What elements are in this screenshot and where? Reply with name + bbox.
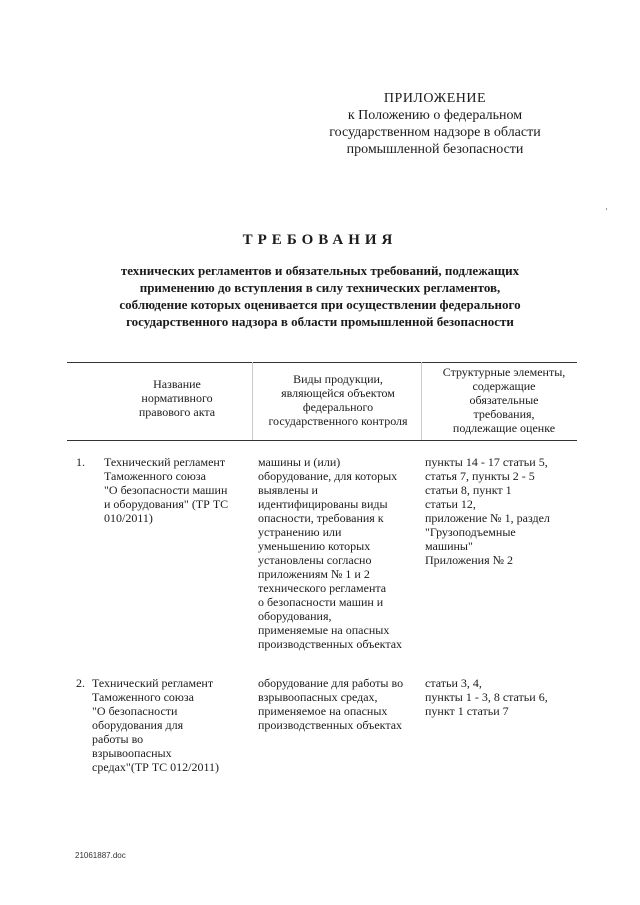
cell-line: оборудование для работы во [258, 676, 404, 690]
appendix-title: ПРИЛОЖЕНИЕ [383, 91, 487, 106]
header-line: содержащие [472, 379, 536, 393]
cell-line: оборудования для [92, 718, 184, 732]
cell-line: производственных объектах [258, 637, 403, 651]
cell-line: устранению или [258, 525, 342, 539]
cell-line: установлены согласно [258, 553, 372, 567]
cell-line: 010/2011) [104, 511, 153, 525]
appendix-line: к Положению о федеральном [347, 108, 523, 123]
header-line: федерального [302, 400, 374, 414]
cell-line: машины и (или) [258, 455, 341, 469]
subtitle-line: соблюдение которых оценивается при осуществлении федерального [119, 297, 521, 312]
subtitle-line: государственного надзора в области промышленной безопасности [126, 314, 514, 329]
cell-line: производственных объектах [258, 718, 403, 732]
cell-line: оборудование, для которых [258, 469, 398, 483]
cell-line: и оборудования" (ТР ТС [104, 497, 229, 511]
document-title: ТРЕБОВАНИЯ [242, 232, 398, 248]
cell-line: средах"(ТР ТС 012/2011) [92, 760, 220, 774]
cell-line: Технический регламент [92, 676, 214, 690]
header-line: нормативного [141, 391, 213, 405]
header-line: государственного контроля [268, 414, 408, 428]
header-products [255, 372, 421, 428]
cell-line: уменьшению которых [258, 539, 371, 553]
header-line: Название [153, 377, 201, 391]
cell-line: "О безопасности машин [104, 483, 228, 497]
row-elements [425, 455, 550, 567]
appendix-block [300, 90, 570, 158]
row-act [104, 455, 228, 525]
row-products [258, 455, 402, 651]
cell-line: приложениям № 1 и 2 [258, 567, 370, 581]
header-act-name [102, 377, 252, 419]
cell-line: статьи 12, [425, 497, 476, 511]
cell-line: взрывоопасных средах, [258, 690, 378, 704]
cell-line: применяемое на опасных [258, 704, 388, 718]
appendix-line: государственном надзоре в области [329, 125, 541, 140]
scan-speck [606, 208, 607, 210]
cell-line: взрывоопасных [92, 746, 172, 760]
row-act [92, 676, 219, 774]
cell-line: пункт 1 статьи 7 [425, 704, 509, 718]
header-line: подлежащие оценке [452, 421, 556, 435]
cell-line: приложение № 1, раздел [425, 511, 550, 525]
table-top-rule [67, 362, 577, 363]
header-line: требования, [473, 407, 535, 421]
cell-line: статьи 3, 4, [425, 676, 482, 690]
table-header-rule [67, 440, 577, 441]
cell-line: о безопасности машин и [258, 595, 384, 609]
header-line: правового акта [138, 405, 216, 419]
row-number: 1. [76, 455, 85, 469]
cell-line: пункты 1 - 3, 8 статьи 6, [425, 690, 548, 704]
cell-line: Приложения № 2 [425, 553, 514, 567]
cell-line: идентифицированы виды [258, 497, 388, 511]
row-products [258, 676, 403, 732]
document-subtitle [40, 262, 600, 330]
cell-line: "О безопасности [92, 704, 178, 718]
subtitle-line: технических регламентов и обязательных требований, подлежащих [120, 263, 520, 278]
cell-line: технического регламента [258, 581, 387, 595]
column-divider [421, 362, 422, 440]
cell-line: статьи 8, пункт 1 [425, 483, 512, 497]
cell-line: оборудования, [258, 609, 332, 623]
header-line: Виды продукции, [293, 372, 383, 386]
cell-line: выявлены и [258, 483, 318, 497]
cell-line: машины" [425, 539, 473, 553]
row-number: 2. [76, 676, 85, 690]
cell-line: опасности, требования к [258, 511, 384, 525]
cell-line: статья 7, пункты 2 - 5 [425, 469, 535, 483]
cell-line: Технический регламент [104, 455, 226, 469]
subtitle-line: применению до вступления в силу технических регламентов, [139, 280, 501, 295]
column-divider [252, 362, 253, 440]
cell-line: работы во [92, 732, 144, 746]
cell-line: "Грузоподъемные [425, 525, 516, 539]
cell-line: Таможенного союза [92, 690, 194, 704]
cell-line: Таможенного союза [104, 469, 206, 483]
header-elements [424, 365, 584, 435]
cell-line: пункты 14 - 17 статьи 5, [425, 455, 548, 469]
cell-line: применяемые на опасных [258, 623, 390, 637]
row-elements [425, 676, 548, 718]
header-line: являющейся объектом [281, 386, 395, 400]
header-line: обязательные [469, 393, 539, 407]
file-name: 21061887.doc [75, 851, 126, 860]
appendix-line: промышленной безопасности [346, 142, 524, 157]
header-line: Структурные элементы, [442, 365, 566, 379]
